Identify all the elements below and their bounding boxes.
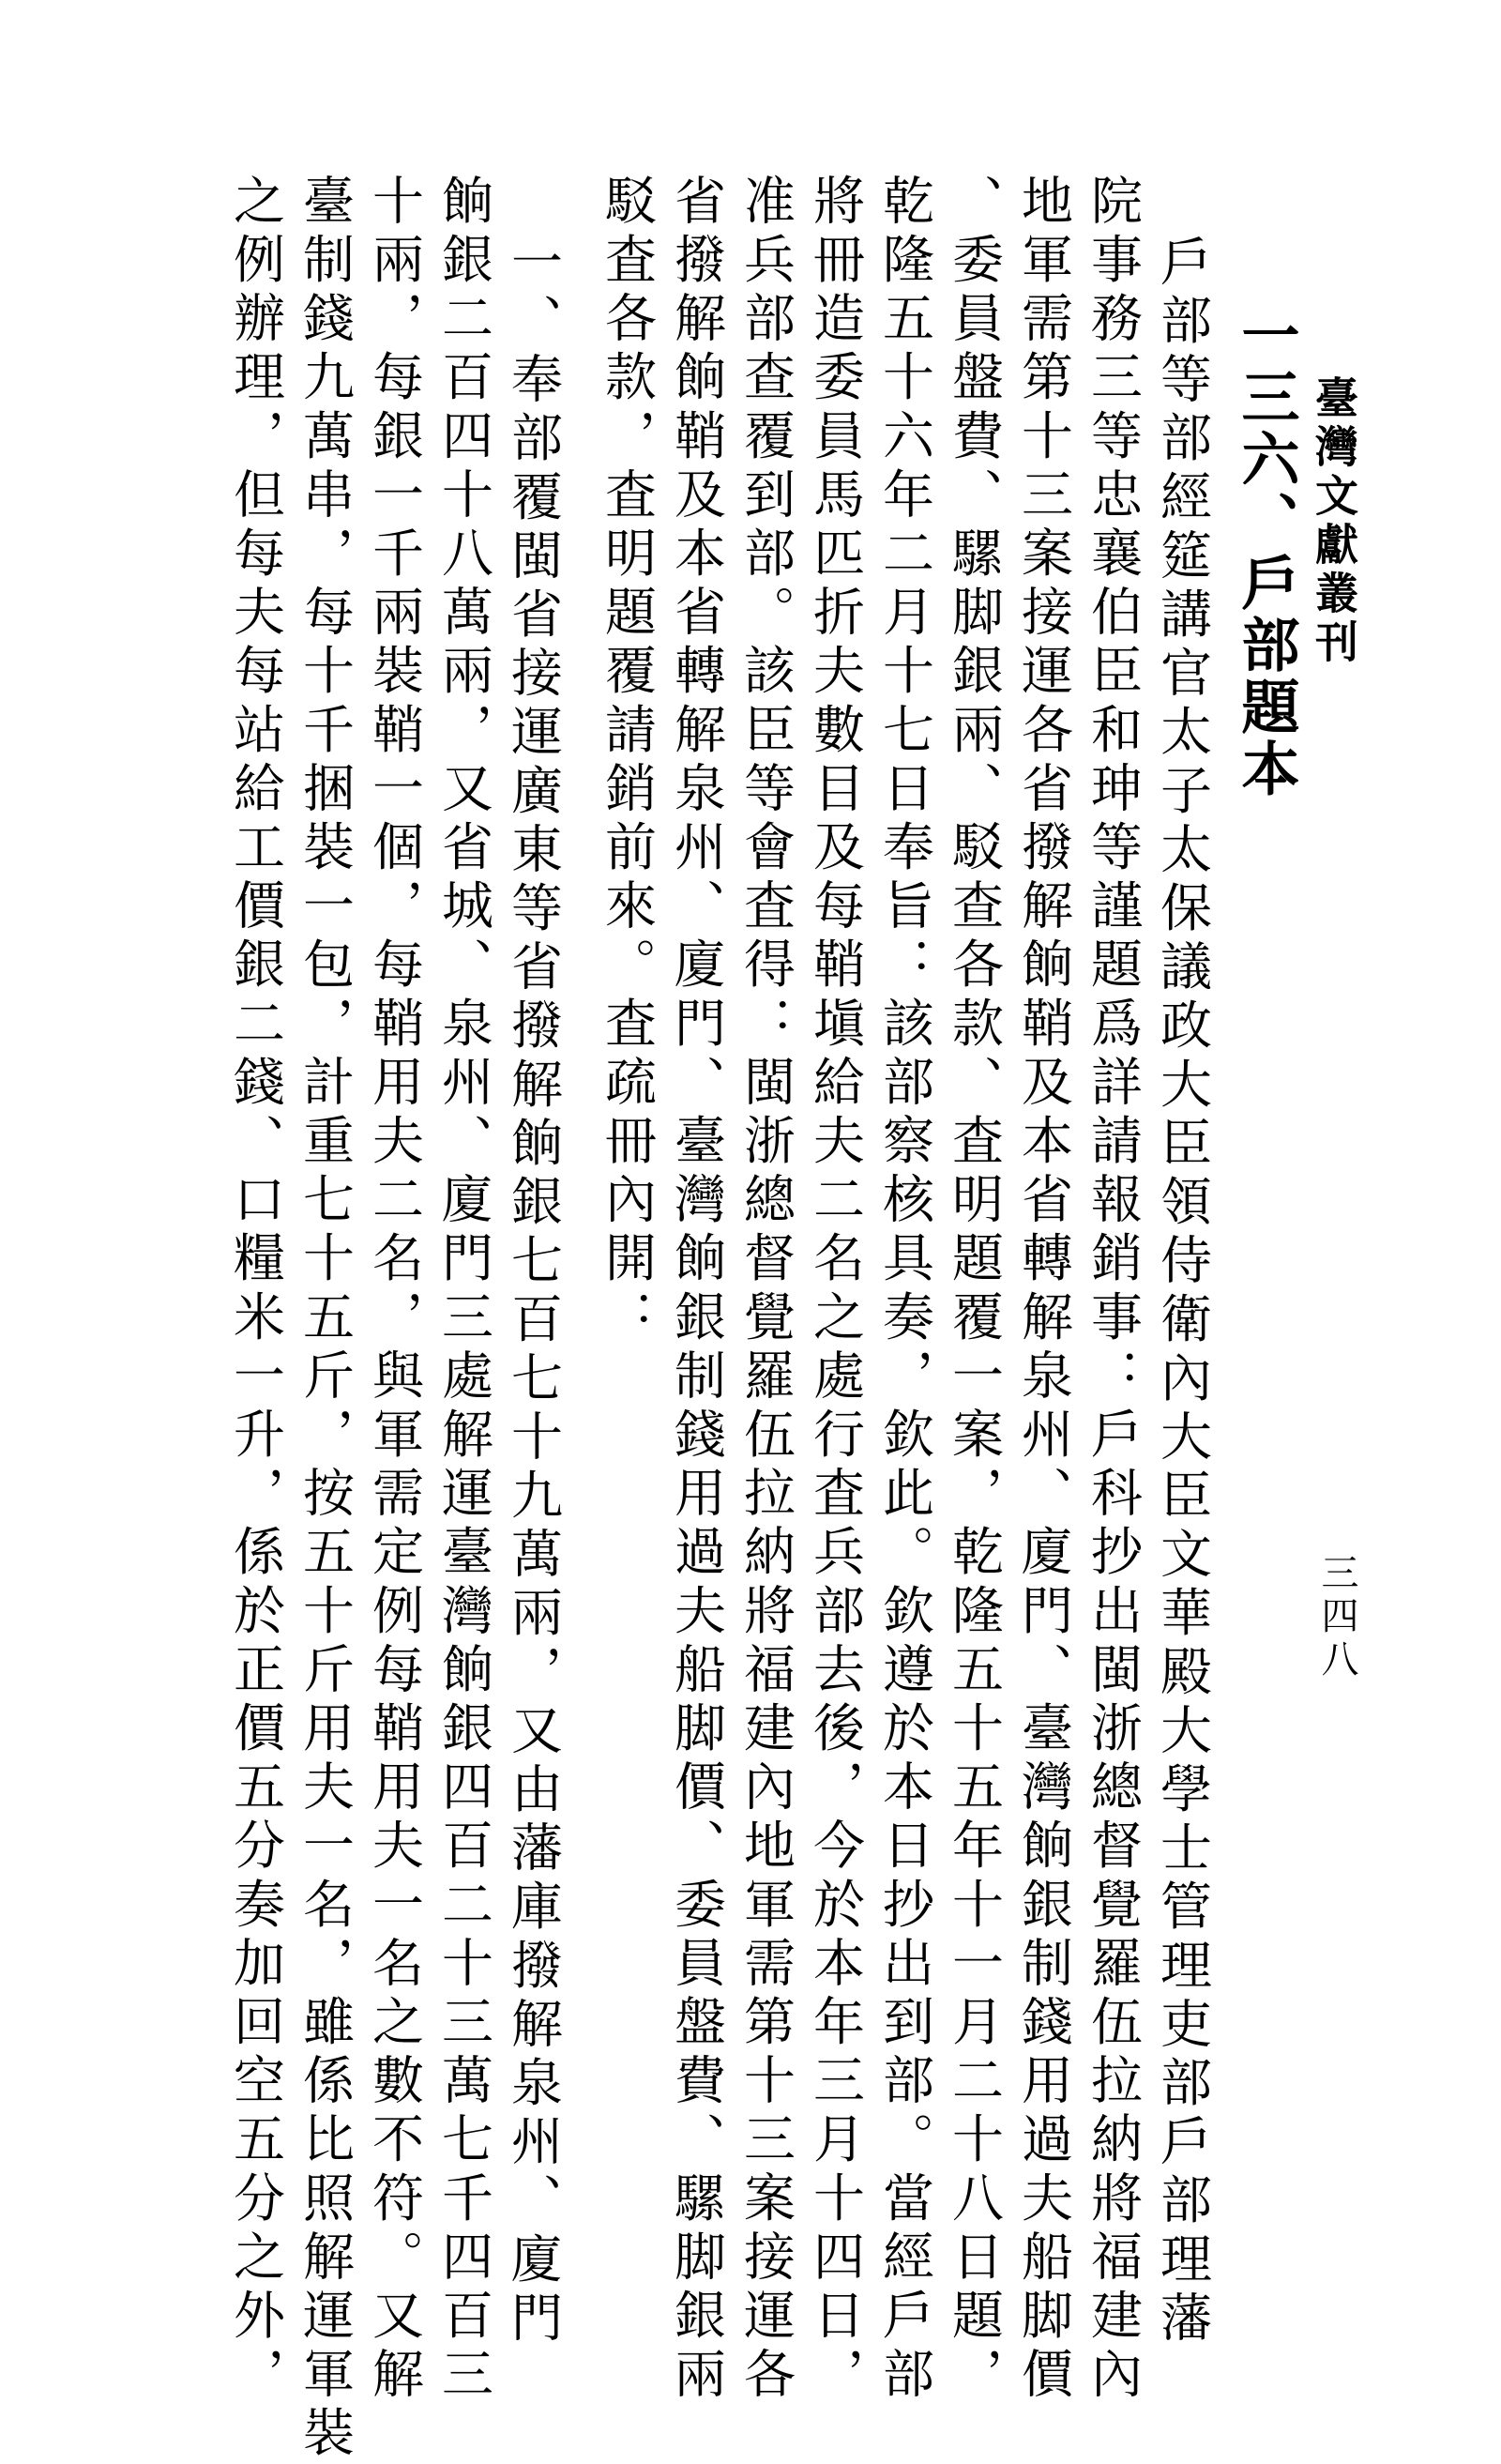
body-line-6: 將冊造委員馬匹折夫數目及每鞘塡給夫二名之處行査兵部去後，今於本年三月十四日， [805, 174, 865, 2406]
body-line-12: 十兩，每銀一千兩裝鞘一個，每鞘用夫二名，與軍需定例每鞘用夫一名之數不符。又解 [364, 174, 424, 2406]
page-number: 三四八 [1315, 1553, 1358, 1682]
body-line-8: 省撥解餉鞘及本省轉解泉州、廈門、臺灣餉銀制錢用過夫船脚價、委員盤費、騾脚銀兩 [666, 174, 726, 2406]
body-line-2: 院事務三等忠襄伯臣和珅等謹題爲詳請報銷事：戶科抄出閩浙總督覺羅伍拉納將福建內 [1083, 174, 1143, 2406]
body-line-4: 、委員盤費、騾脚銀兩、駁查各款、査明題覆一案，乾隆五十五年十一月二十八日題， [944, 174, 1004, 2406]
body-line-11: 餉銀二百四十八萬兩，又省城、泉州、廈門三處解運臺灣餉銀四百二十三萬七千四百三 [433, 174, 493, 2406]
body-line-9: 駁査各款，査明題覆請銷前來。査疏冊內開： [597, 174, 657, 1348]
document-title: 一三六、戶部題本 [1232, 305, 1300, 800]
series-title: 臺灣文獻叢刊 [1309, 375, 1359, 668]
body-line-1: 戶部等部經筵講官太子太保議政大臣領侍衛內大臣文華殿大學士管理吏部戶部理藩 [1152, 235, 1212, 2350]
body-line-14: 之例辦理，但每夫每站給工價銀二錢、口糧米一升，係於正價五分奏加回空五分之外， [225, 174, 285, 2406]
body-line-5: 乾隆五十六年二月十七日奉旨：該部察核具奏，欽此。欽遵於本日抄出到部。當經戶部 [874, 174, 934, 2406]
body-line-7: 准兵部查覆到部。該臣等會査得：閩浙總督覺羅伍拉納將福建內地軍需第十三案接運各 [735, 174, 796, 2406]
body-line-13: 臺制錢九萬串，每十千捆裝一包，計重七十五斤，按五十斤用夫一名，雖係比照解運軍裝 [295, 174, 355, 2464]
body-line-3: 地軍需第十三案接運各省撥解餉鞘及本省轉解泉州、廈門、臺灣餉銀制錢用過夫船脚價 [1013, 174, 1073, 2406]
body-line-10: 一、奉部覆閩省接運廣東等省撥解餉銀七百七十九萬兩，又由藩庫撥解泉州、廈門 [503, 235, 563, 2350]
